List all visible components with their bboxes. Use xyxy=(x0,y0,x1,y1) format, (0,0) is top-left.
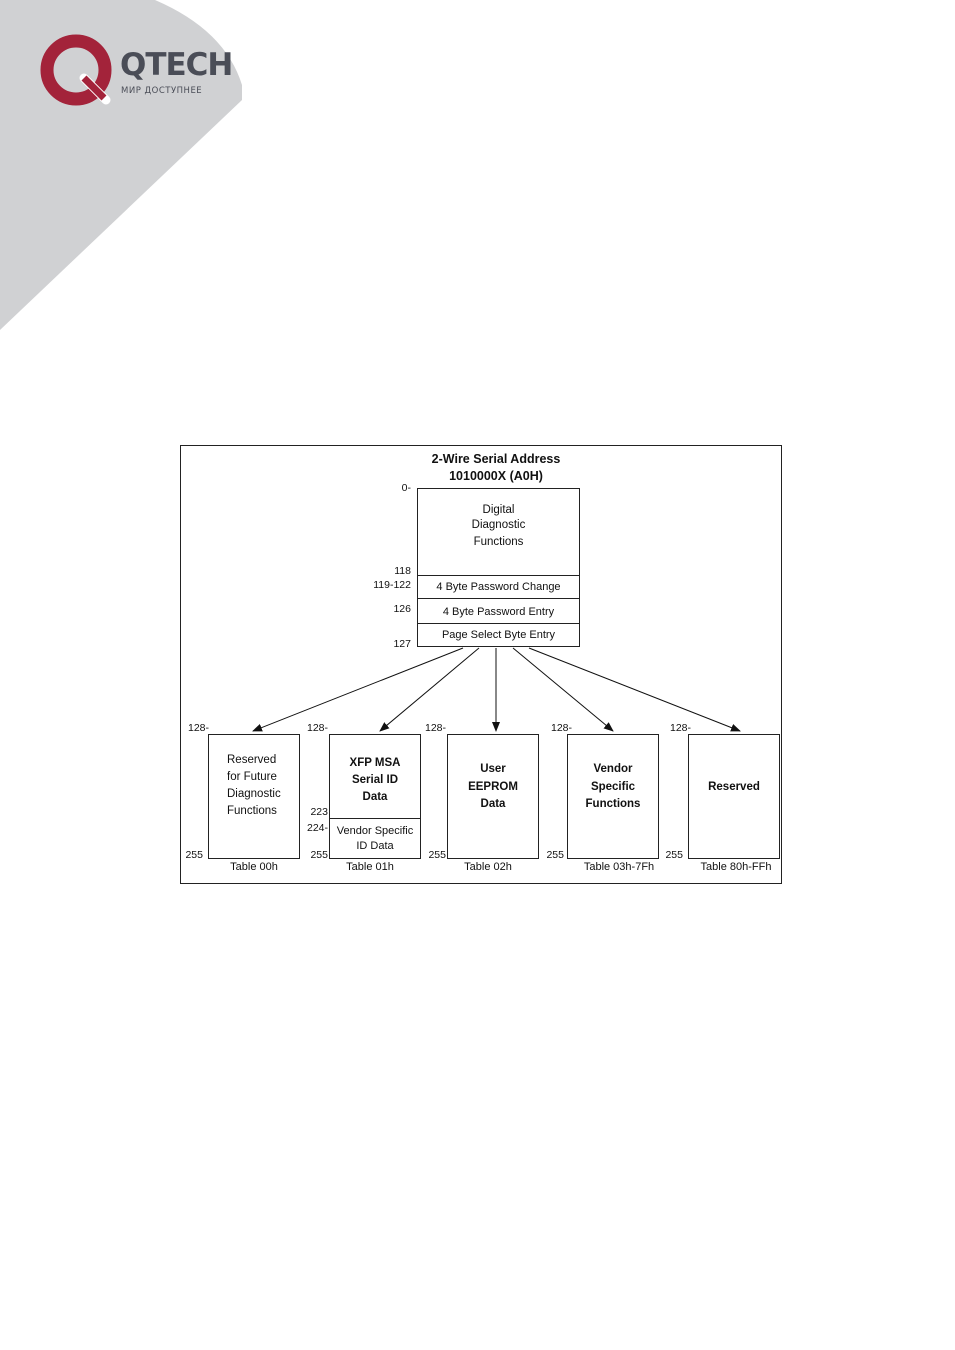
table-line: Data xyxy=(362,791,388,803)
address-label-127: 127 xyxy=(393,638,411,650)
table-02h-box xyxy=(447,734,539,859)
table-01h-box xyxy=(329,734,421,859)
diagram-title-line1: 2-Wire Serial Address xyxy=(431,452,561,466)
logo-wordmark: QTECH xyxy=(120,47,233,83)
block-line: Functions xyxy=(473,536,524,548)
table-80h-box xyxy=(688,734,780,859)
table-03h-caption: Table 03h-7Fh xyxy=(583,861,655,873)
block-line: Diagnostic xyxy=(471,519,526,531)
table-02h-start: 128- xyxy=(424,722,446,734)
table-line: Functions xyxy=(585,798,641,810)
table-sub-line: ID Data xyxy=(356,840,394,852)
table-01h-caption: Table 01h xyxy=(346,861,394,873)
arrow-to-table-03h-7fh xyxy=(513,648,613,731)
table-00h-caption: Table 00h xyxy=(230,861,278,873)
table-03h-end: 255 xyxy=(546,849,564,861)
table-00h-start: 128- xyxy=(187,722,209,734)
diagram-title-line2: 1010000X (A0H) xyxy=(449,469,543,483)
table-80h-caption: Table 80h-FFh xyxy=(700,861,772,873)
arrow-to-table-80h-ffh xyxy=(529,648,740,731)
row-password-entry: 4 Byte Password Entry xyxy=(418,598,579,623)
table-line: for Future xyxy=(227,771,277,783)
table-01h-start: 128- xyxy=(306,722,328,734)
logo-tagline: МИР ДОСТУПНЕЕ xyxy=(121,86,203,96)
address-label-119-122: 119-122 xyxy=(373,579,411,591)
table-02h-caption: Table 02h xyxy=(464,861,512,873)
table-00h-end: 255 xyxy=(185,849,203,861)
table-line: Serial ID xyxy=(351,774,399,786)
table-line: EEPROM xyxy=(468,781,518,793)
diagram-frame xyxy=(180,445,782,884)
table-01h-223: 223 xyxy=(310,806,328,818)
block-line: Digital xyxy=(482,504,515,516)
table-line: Vendor xyxy=(593,763,633,775)
digital-diagnostic-block xyxy=(417,488,580,647)
table-line: XFP MSA xyxy=(349,757,401,769)
table-line: Reserved xyxy=(227,754,277,766)
row-page-select: Page Select Byte Entry xyxy=(418,623,579,648)
table-line: Data xyxy=(480,798,506,810)
arrow-to-table-01h xyxy=(380,648,479,731)
address-label-0: 0- xyxy=(401,482,411,494)
table-80h-end: 255 xyxy=(665,849,683,861)
table-line: Diagnostic xyxy=(227,788,281,800)
table-01h-224: 224- xyxy=(306,822,328,834)
address-label-126: 126 xyxy=(393,603,411,615)
table-line: Reserved xyxy=(708,781,760,793)
table-03h-start: 128- xyxy=(550,722,572,734)
table-line: Specific xyxy=(590,781,636,793)
qtech-logo-icon xyxy=(40,34,112,106)
vendor-specific-id-row xyxy=(330,818,420,864)
arrow-to-table-00h xyxy=(253,648,463,731)
table-01h-end: 255 xyxy=(310,849,328,861)
table-line: User xyxy=(480,763,506,775)
table-00h-box xyxy=(208,734,300,859)
row-password-change: 4 Byte Password Change xyxy=(418,575,579,598)
address-label-118: 118 xyxy=(394,565,411,577)
table-80h-start: 128- xyxy=(669,722,691,734)
table-02h-end: 255 xyxy=(428,849,446,861)
table-03h-box xyxy=(567,734,659,859)
table-sub-line: Vendor Specific xyxy=(336,825,414,837)
table-line: Functions xyxy=(227,805,277,817)
